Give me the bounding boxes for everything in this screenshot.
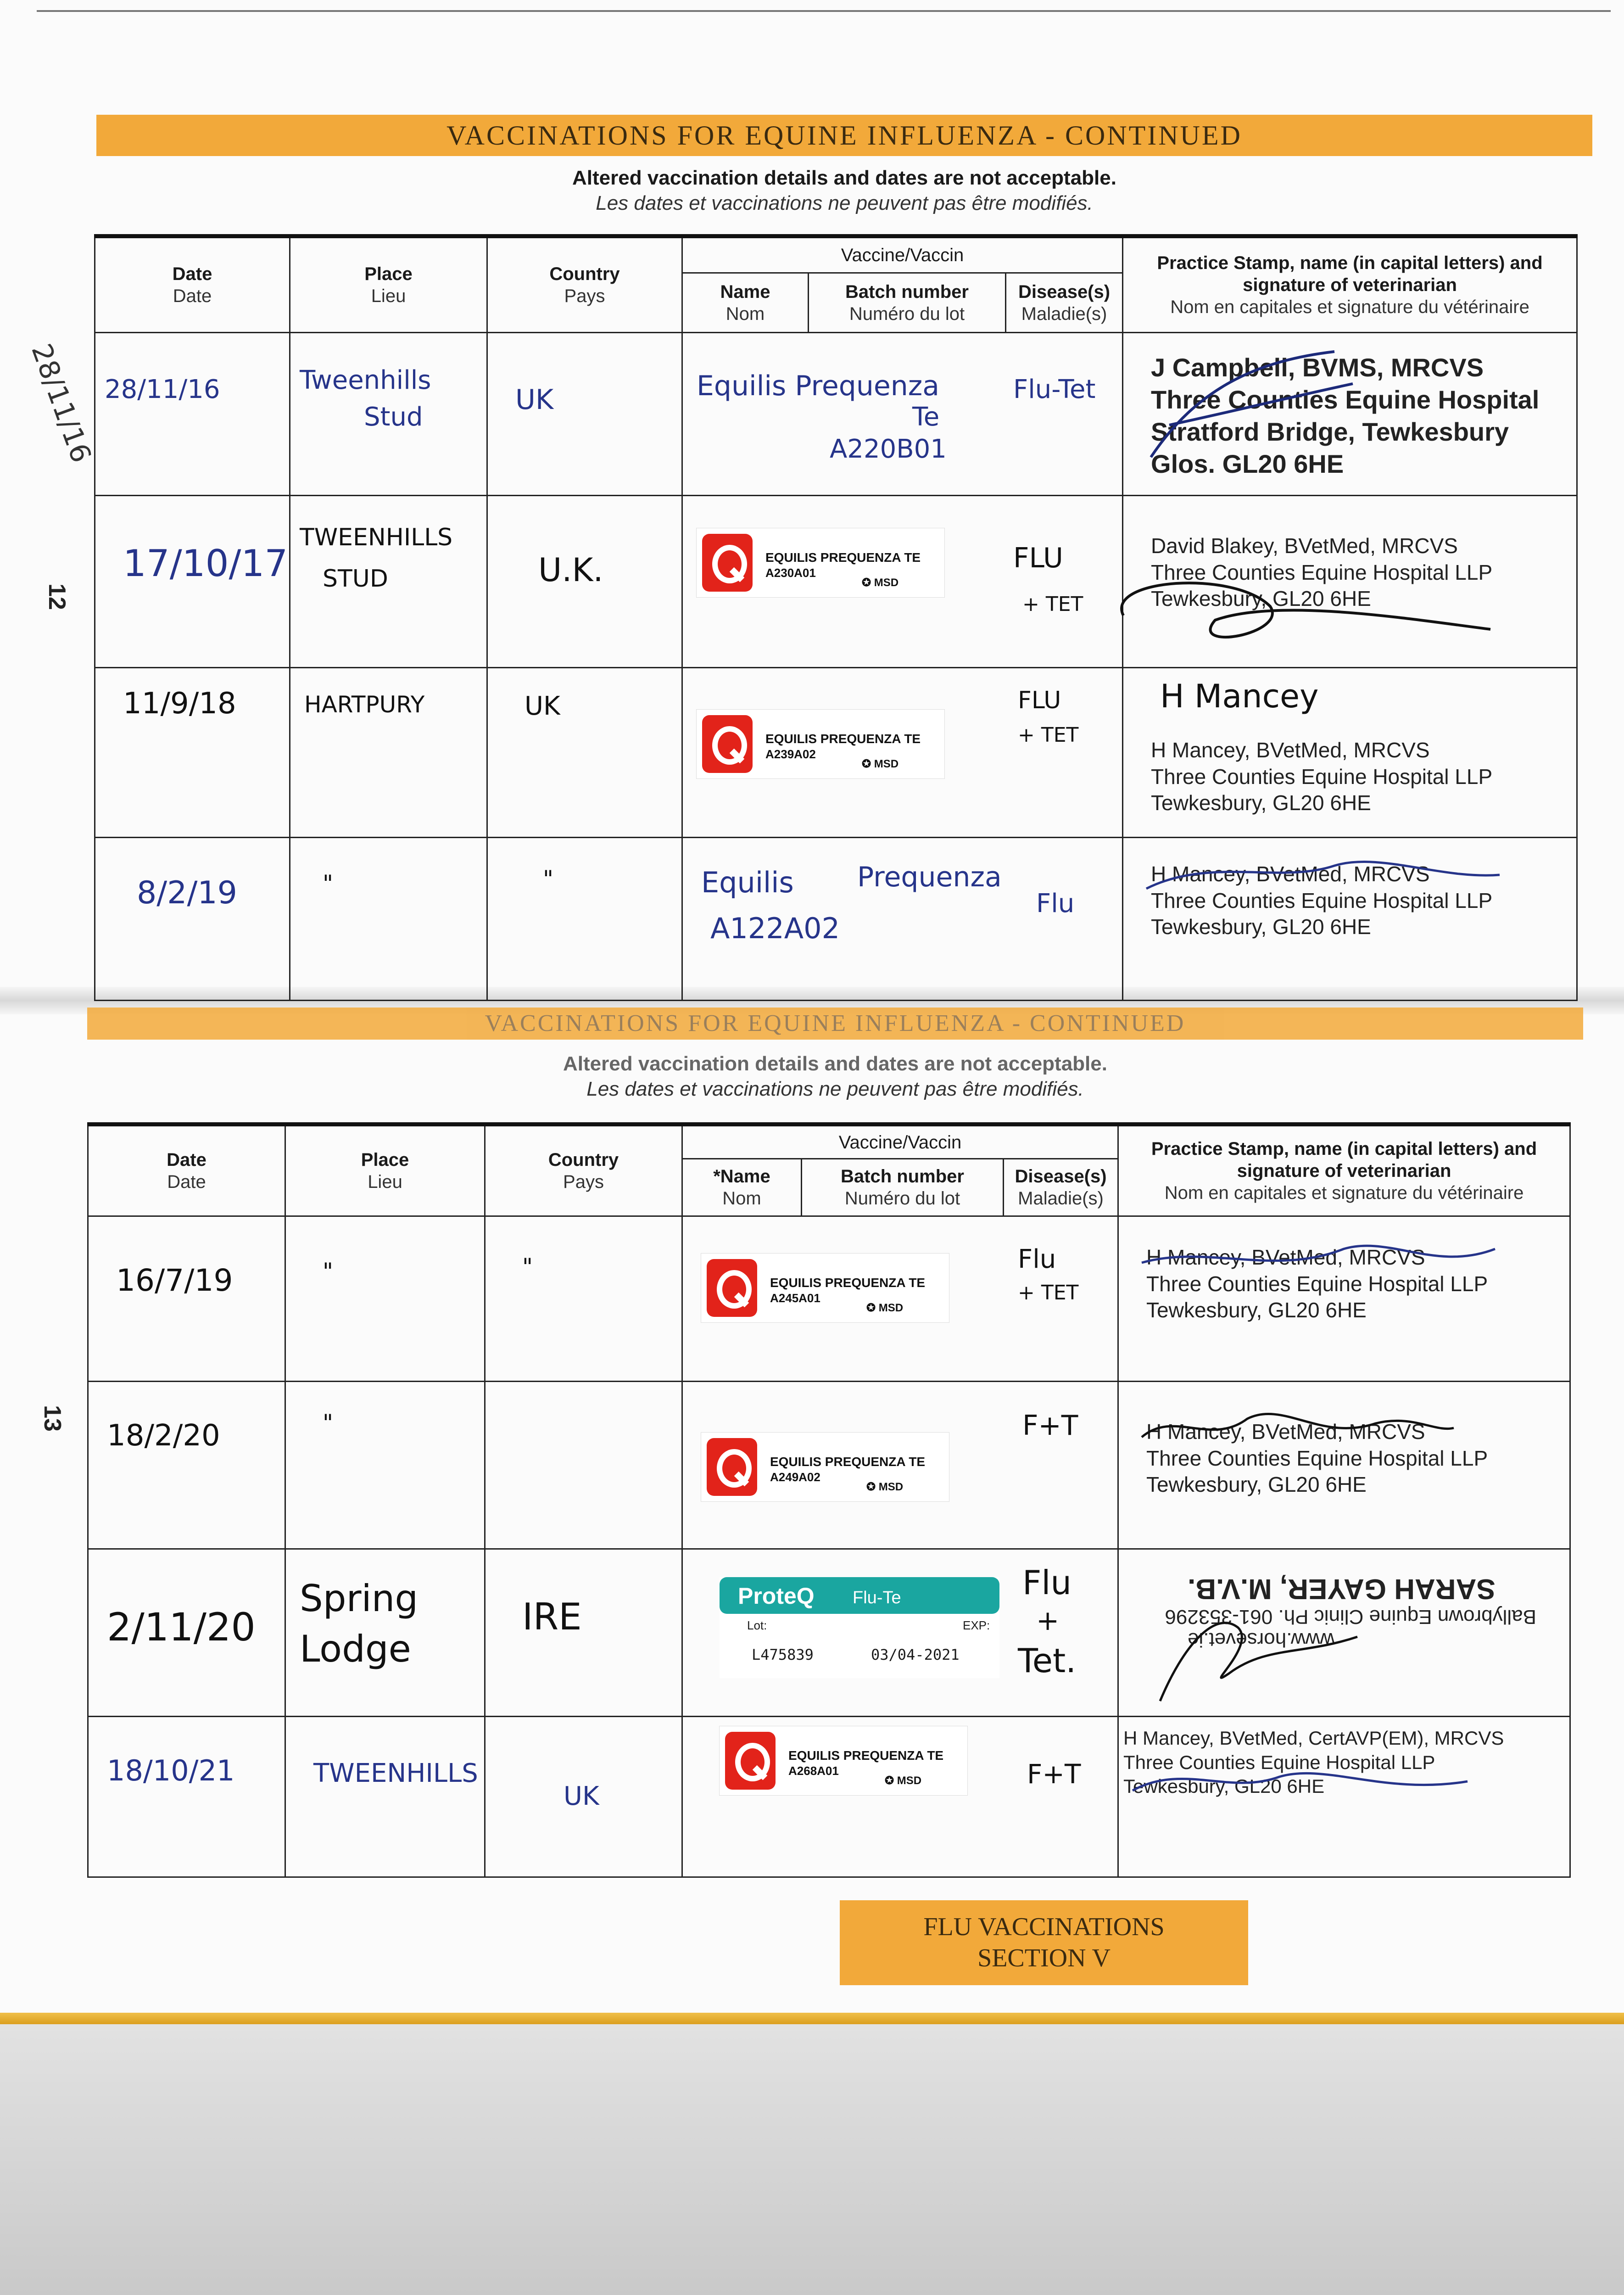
page-13-banner: [87, 1008, 1583, 1040]
stamp-cell: [1123, 333, 1577, 496]
vaccine-label-sticker: EQUILIS PREQUENZA TE A268A01 ✪ MSD: [720, 1726, 967, 1795]
vaccination-table-page-13: [87, 1122, 1571, 1878]
header-country: Country Pays: [485, 1125, 682, 1216]
date-cell: 8/2/19: [95, 838, 290, 1001]
handwritten-signature: H Mancey: [1160, 677, 1319, 715]
vaccine-cell: EQUILIS PREQUENZA TE A230A01 ✪ MSD FLU + TET: [682, 496, 1123, 668]
header-vaccine-name: Name Nom: [682, 273, 809, 333]
footer-line-2: SECTION V: [977, 1944, 1111, 1972]
margin-date-note: 28/11/16: [25, 340, 98, 467]
header-date: Date Date: [95, 236, 290, 333]
page-number-13: 13: [39, 1405, 66, 1432]
place-cell: HARTPURY: [290, 668, 487, 838]
header-vaccine: Vaccine/Vaccin: [682, 1125, 1118, 1159]
section-footer-tab: [840, 1900, 1248, 1985]
notice-english: Altered vaccination details and dates are not acceptable.: [572, 167, 1116, 189]
table-row: [95, 333, 1577, 496]
table-row: [95, 838, 1577, 1001]
signature-scribble: [1128, 1754, 1477, 1809]
notice-french: Les dates et vaccinations ne peuvent pas être modifiés.: [586, 1078, 1084, 1100]
page-number-12: 12: [43, 583, 70, 610]
gold-edge: [0, 2013, 1624, 2026]
header-date: Date Date: [88, 1125, 285, 1216]
header-batch-number: Batch number Numéro du lot: [802, 1159, 1004, 1216]
page-13-notice: [87, 1051, 1583, 1102]
q-logo-icon: [707, 1438, 757, 1496]
table-row: [88, 1382, 1570, 1549]
place-cell: Spring Lodge: [285, 1549, 485, 1717]
table-row: [88, 1717, 1570, 1877]
stamp-cell: [1118, 1382, 1570, 1549]
vaccine-cell: EQUILIS PREQUENZA TE A268A01 ✪ MSD F+T: [682, 1717, 1118, 1877]
signature-scribble: [1137, 1400, 1458, 1465]
q-logo-icon: [702, 534, 753, 592]
date-cell: 11/9/18: [95, 668, 290, 838]
top-rule: [37, 10, 1611, 12]
vaccine-label-sticker: EQUILIS PREQUENZA TE A239A02 ✪ MSD: [697, 710, 944, 778]
signature-scribble: [1096, 551, 1500, 671]
signature-scribble: [1137, 1235, 1504, 1290]
signature-scribble: [1146, 1591, 1376, 1710]
practice-stamp: David Blakey, BVetMed, MRCVS Three Counties Equine Hospital LLP Tewkesbury, GL20 6HE: [1151, 534, 1493, 610]
stamp-cell: [1118, 1717, 1570, 1877]
vaccine-cell: Equilis Prequenza A122A02 Flu: [682, 838, 1123, 1001]
country-cell: ": [485, 1216, 682, 1382]
vaccine-cell: EQUILIS PREQUENZA TE A249A02 ✪ MSD F+T: [682, 1382, 1118, 1549]
msd-logo-icon: ✪ MSD: [885, 1774, 921, 1787]
vaccine-cell: ProteQ Flu-Te Lot: EXP: L475839 03/04-2021 Flu + Tet.: [682, 1549, 1118, 1717]
table-row: [88, 1216, 1570, 1382]
place-cell: ": [290, 838, 487, 1001]
msd-logo-icon: ✪ MSD: [866, 1480, 903, 1494]
stamp-cell: [1123, 838, 1577, 1001]
practice-stamp: J Campbell, BVMS, MRCVS Three Counties Equine Hospital Stratford Bridge, Tewkesbury Glos. GL20 6HE: [1151, 353, 1540, 478]
header-practice-stamp: Practice Stamp, name (in capital letters) and signature of veterinarian Nom en capitales et signature du vétérinaire: [1118, 1125, 1570, 1216]
practice-stamp: H Mancey, BVetMed, MRCVS Three Counties Equine Hospital LLP Tewkesbury, GL20 6HE: [1151, 738, 1493, 815]
banner-title: VACCINATIONS FOR EQUINE INFLUENZA - CONTINUED: [485, 1010, 1186, 1036]
date-cell: 18/10/21: [88, 1717, 285, 1877]
header-vaccine-name: *Name Nom: [682, 1159, 802, 1216]
q-logo-icon: [725, 1732, 776, 1790]
vaccine-label-sticker: EQUILIS PREQUENZA TE A245A01 ✪ MSD: [701, 1254, 949, 1322]
q-logo-icon: [707, 1259, 757, 1317]
notice-french: Les dates et vaccinations ne peuvent pas être modifiés.: [596, 192, 1093, 214]
place-cell: ": [285, 1216, 485, 1382]
country-cell: U.K.: [487, 496, 682, 668]
place-cell: ": [285, 1382, 485, 1549]
practice-stamp: H Mancey, BVetMed, CertAVP(EM), MRCVS Three Counties Equine Hospital LLP Tewkesbury, GL20 6HE: [1123, 1727, 1504, 1797]
practice-stamp: H Mancey, BVetMed, MRCVS Three Counties Equine Hospital LLP Tewkesbury, GL20 6HE: [1151, 862, 1493, 939]
page-12-banner: [96, 115, 1592, 156]
signature-scribble: [1142, 847, 1509, 902]
date-cell: 17/10/17: [95, 496, 290, 668]
header-place: Place Lieu: [285, 1125, 485, 1216]
country-cell: UK: [485, 1717, 682, 1877]
practice-stamp: H Mancey, BVetMed, MRCVS Three Counties Equine Hospital LLP Tewkesbury, GL20 6HE: [1146, 1245, 1488, 1322]
date-cell: 28/11/16: [95, 333, 290, 496]
vaccine-cell: EQUILIS PREQUENZA TE A239A02 ✪ MSD FLU + TET: [682, 668, 1123, 838]
vaccine-label-sticker: EQUILIS PREQUENZA TE A249A02 ✪ MSD: [701, 1433, 949, 1501]
practice-stamp: H Mancey, BVetMed, MRCVS Three Counties Equine Hospital LLP Tewkesbury, GL20 6HE: [1146, 1420, 1488, 1496]
header-country: Country Pays: [487, 236, 682, 333]
header-disease: Disease(s) Maladie(s): [1004, 1159, 1118, 1216]
vaccine-cell: EQUILIS PREQUENZA TE A245A01 ✪ MSD Flu + TET: [682, 1216, 1118, 1382]
vaccination-table-page-12: [94, 234, 1578, 1001]
proteq-label-sticker: ProteQ Flu-Te Lot: EXP: L475839 03/04-2021: [720, 1577, 999, 1678]
msd-logo-icon: ✪ MSD: [862, 757, 899, 771]
msd-logo-icon: ✪ MSD: [866, 1301, 903, 1315]
place-cell: TWEENHILLS STUD: [290, 496, 487, 668]
msd-logo-icon: ✪ MSD: [862, 576, 899, 589]
country-cell: IRE: [485, 1549, 682, 1717]
footer-line-1: FLU VACCINATIONS: [923, 1913, 1165, 1941]
vaccine-label-sticker: EQUILIS PREQUENZA TE A230A01 ✪ MSD: [697, 528, 944, 597]
country-cell: ": [487, 838, 682, 1001]
country-cell: [485, 1382, 682, 1549]
banner-title: VACCINATIONS FOR EQUINE INFLUENZA - CONTINUED: [446, 120, 1242, 151]
page-12-notice: [96, 165, 1592, 216]
table-row: [95, 496, 1577, 668]
date-cell: 2/11/20: [88, 1549, 285, 1717]
date-cell: 16/7/19: [88, 1216, 285, 1382]
vaccine-cell: Equilis Prequenza Te A220B01 Flu-Tet: [682, 333, 1123, 496]
stamp-cell: [1123, 496, 1577, 668]
stamp-cell: [1118, 1216, 1570, 1382]
date-cell: 18/2/20: [88, 1382, 285, 1549]
table-row: [95, 668, 1577, 838]
header-batch-number: Batch number Numéro du lot: [809, 273, 1006, 333]
signature-scribble: [1142, 342, 1417, 480]
country-cell: UK: [487, 333, 682, 496]
q-logo-icon: [702, 715, 753, 773]
table-row: [88, 1549, 1570, 1717]
place-cell: TWEENHILLS: [285, 1717, 485, 1877]
header-practice-stamp: Practice Stamp, name (in capital letters) and signature of veterinarian Nom en capitales et signature du vétérinaire: [1123, 236, 1577, 333]
inverted-practice-stamp: www.horsevet.ie Ballybrown Equine Clinic Ph. 061-353296 SARAH GAYER, M.V.B.: [1165, 1573, 1537, 1651]
header-place: Place Lieu: [290, 236, 487, 333]
stamp-cell: [1123, 668, 1577, 838]
notice-english: Altered vaccination details and dates are not acceptable.: [563, 1052, 1107, 1075]
stamp-cell: [1118, 1549, 1570, 1717]
header-disease: Disease(s) Maladie(s): [1006, 273, 1123, 333]
scanner-background: [0, 2024, 1624, 2295]
country-cell: UK: [487, 668, 682, 838]
place-cell: Tweenhills Stud: [290, 333, 487, 496]
header-vaccine: Vaccine/Vaccin: [682, 236, 1123, 273]
